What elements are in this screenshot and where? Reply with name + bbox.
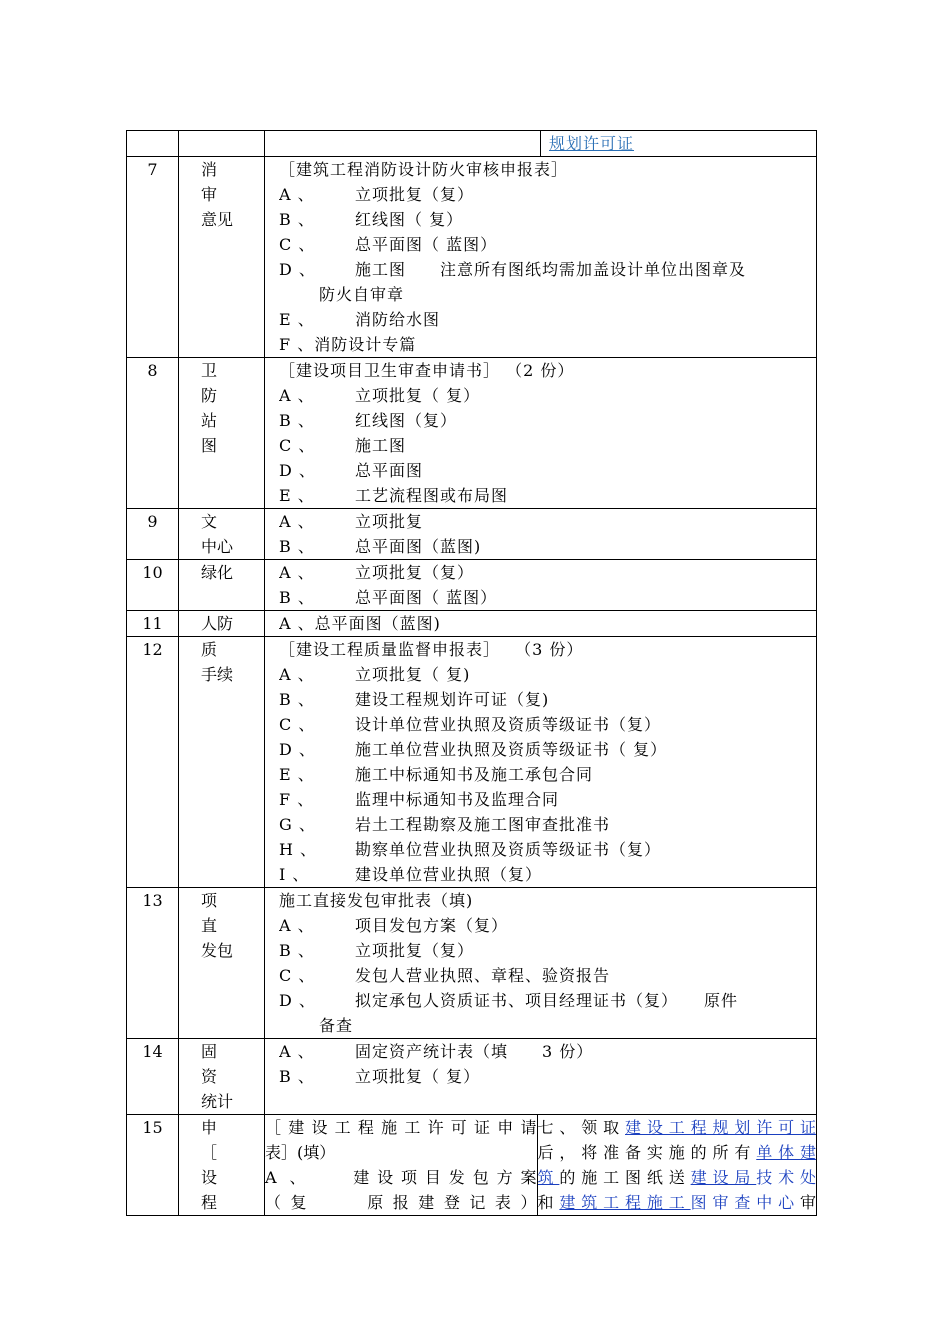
item-text: 消防给水图 bbox=[355, 310, 441, 329]
list-item bbox=[279, 963, 810, 988]
list-item bbox=[279, 1064, 810, 1089]
list-item bbox=[279, 762, 810, 787]
item-text: 项目发包方案（复） bbox=[355, 916, 509, 935]
row-number-cell: 15 bbox=[127, 1115, 179, 1216]
dept-label: 消 bbox=[201, 160, 218, 179]
dept-label: 统计 bbox=[201, 1092, 234, 1111]
list-item bbox=[279, 585, 810, 610]
list-item bbox=[279, 307, 810, 332]
list-item bbox=[279, 888, 810, 913]
item-text: 立项批复（复） bbox=[355, 563, 475, 582]
item-text: F 、消防设计专篇 bbox=[279, 335, 417, 354]
item-text: 立项批复（复） bbox=[355, 185, 475, 204]
item-text: 工艺流程图或布局图 bbox=[355, 486, 509, 505]
item-label: F 、 bbox=[279, 790, 315, 809]
dept-label: 设 bbox=[201, 1168, 218, 1187]
list-item bbox=[279, 913, 810, 938]
item-label: D 、 bbox=[279, 260, 316, 279]
item-text: 立项批复（ 复） bbox=[355, 1067, 481, 1086]
list-item bbox=[279, 862, 810, 887]
item-text: 勘察单位营业执照及资质等级证书（复） bbox=[355, 840, 662, 859]
dept-cell bbox=[179, 1039, 265, 1115]
list-item bbox=[279, 182, 810, 207]
table-row bbox=[127, 637, 817, 888]
list-item bbox=[279, 232, 810, 257]
item-label: B 、 bbox=[279, 588, 315, 607]
items-cell bbox=[265, 509, 817, 560]
dept-label: 程 bbox=[201, 1193, 218, 1212]
item-label: A 、 bbox=[279, 916, 315, 935]
single-building-link[interactable]: 单体建 bbox=[756, 1143, 816, 1162]
item-text: 岩土工程勘察及施工图审查批准书 bbox=[355, 815, 611, 834]
item-label: B 、 bbox=[279, 210, 315, 229]
dept-cell bbox=[179, 131, 265, 157]
document-table bbox=[126, 130, 817, 1216]
list-item bbox=[279, 433, 810, 458]
item-label: E 、 bbox=[279, 310, 315, 329]
row-number-cell: 7 bbox=[127, 157, 179, 358]
review-center-text: 图审查中心 bbox=[690, 1193, 800, 1212]
items-cell bbox=[265, 131, 541, 157]
dept-label: 固 bbox=[201, 1042, 218, 1061]
row-number-cell: 11 bbox=[127, 611, 179, 637]
list-item bbox=[279, 282, 810, 307]
dept-cell bbox=[179, 509, 265, 560]
list-item: A 、 建设项目发包方案 bbox=[265, 1168, 537, 1187]
note-line bbox=[538, 1190, 817, 1215]
row-number-cell: 9 bbox=[127, 509, 179, 560]
item-text: 建设单位营业执照（复） bbox=[355, 865, 543, 884]
tech-dept-text: 技术处 bbox=[756, 1168, 816, 1187]
dept-label: 站 bbox=[201, 411, 218, 430]
list-item bbox=[279, 637, 810, 662]
list-item bbox=[279, 207, 810, 232]
list-item bbox=[279, 988, 810, 1013]
dept-label: 中心 bbox=[201, 537, 234, 556]
item-text: 立项批复 bbox=[355, 512, 424, 531]
items-cell bbox=[265, 611, 817, 637]
planning-permit-link[interactable]: 规划许可证 bbox=[549, 134, 635, 153]
inner-table bbox=[265, 1115, 816, 1215]
list-item bbox=[279, 712, 810, 737]
dept-label: 发包 bbox=[201, 941, 234, 960]
item-label: A 、 bbox=[279, 665, 315, 684]
dept-label: 防 bbox=[201, 386, 218, 405]
step-seven-note bbox=[537, 1115, 816, 1215]
dept-cell bbox=[179, 560, 265, 611]
list-item bbox=[279, 332, 810, 357]
note-line bbox=[538, 1115, 817, 1140]
item-text: 立项批复（复） bbox=[355, 941, 475, 960]
table-row bbox=[127, 888, 817, 1039]
item-label: D 、 bbox=[279, 461, 316, 480]
item-text: 总平面图 bbox=[355, 461, 424, 480]
item-label: C 、 bbox=[279, 715, 316, 734]
table-row bbox=[127, 358, 817, 509]
item-label: B 、 bbox=[279, 411, 315, 430]
list-item bbox=[279, 1013, 810, 1038]
item-text: ［建筑工程消防设计防火审核申报表］ bbox=[279, 160, 569, 179]
dept-label: 人防 bbox=[201, 614, 234, 633]
item-label: A 、 bbox=[279, 512, 315, 531]
list-item bbox=[279, 611, 810, 636]
item-label: E 、 bbox=[279, 486, 315, 505]
note-text: 的施工图纸送 bbox=[559, 1168, 691, 1187]
table-row bbox=[127, 560, 817, 611]
dept-label: 意见 bbox=[201, 210, 234, 229]
dept-label: 项 bbox=[201, 891, 218, 910]
row-number-cell: 14 bbox=[127, 1039, 179, 1115]
top-note-cell bbox=[541, 131, 817, 157]
item-label: H 、 bbox=[279, 840, 318, 859]
item-label: I 、 bbox=[279, 865, 310, 884]
item-text: 立项批复（ 复） bbox=[355, 386, 481, 405]
list-item: 表］(填） bbox=[265, 1143, 336, 1162]
items-cell bbox=[265, 888, 817, 1039]
list-item bbox=[279, 938, 810, 963]
item-label: A 、 bbox=[279, 185, 315, 204]
item-text: 设计单位营业执照及资质等级证书（复） bbox=[355, 715, 662, 734]
table-row bbox=[127, 509, 817, 560]
permit-application-cell bbox=[265, 1115, 537, 1215]
list-item bbox=[279, 662, 810, 687]
note-line bbox=[538, 1140, 817, 1165]
list-item bbox=[279, 1039, 810, 1064]
list-item bbox=[279, 560, 810, 585]
dept-label: 手续 bbox=[201, 665, 234, 684]
item-text: 拟定承包人资质证书、项目经理证书（复） 原件 bbox=[355, 991, 739, 1010]
dept-label: 资 bbox=[201, 1067, 218, 1086]
dept-label: 卫 bbox=[201, 361, 218, 380]
list-item bbox=[279, 157, 810, 182]
dept-label: 质 bbox=[201, 640, 218, 659]
dept-label: 图 bbox=[201, 436, 218, 455]
item-text: 施工中标通知书及施工承包合同 bbox=[355, 765, 594, 784]
item-label: B 、 bbox=[279, 1067, 315, 1086]
dept-cell bbox=[179, 611, 265, 637]
item-text: 总平面图（蓝图) bbox=[355, 537, 482, 556]
table-row bbox=[127, 1039, 817, 1115]
list-item bbox=[279, 383, 810, 408]
item-text: 发包人营业执照、章程、验资报告 bbox=[355, 966, 611, 985]
list-item bbox=[279, 257, 810, 282]
construction-drawing-link[interactable]: 建筑工程施工 bbox=[559, 1193, 691, 1212]
item-label: C 、 bbox=[279, 966, 316, 985]
item-text: 施工图 注意所有图纸均需加盖设计单位出图章及 bbox=[355, 260, 747, 279]
construction-bureau-link[interactable]: 建设局 bbox=[690, 1168, 757, 1187]
item-text: 施工直接发包审批表（填) bbox=[279, 891, 474, 910]
item-text: 防火自审章 bbox=[319, 285, 405, 304]
dept-cell bbox=[179, 358, 265, 509]
row-number-cell bbox=[127, 131, 179, 157]
item-label: C 、 bbox=[279, 235, 316, 254]
item-text: 备查 bbox=[319, 1016, 354, 1035]
item-text: 总平面图（ 蓝图） bbox=[355, 235, 498, 254]
planning-permit-link[interactable]: 建设工程规划许可证 bbox=[625, 1118, 816, 1137]
list-item bbox=[279, 358, 810, 383]
row-number-cell: 10 bbox=[127, 560, 179, 611]
list-item: （复 原报建登记表） bbox=[265, 1193, 537, 1212]
note-text: 后，将准备实施的所有 bbox=[537, 1143, 757, 1162]
list-item bbox=[279, 787, 810, 812]
item-text: 施工图 bbox=[355, 436, 407, 455]
item-text: 红线图（ 复） bbox=[355, 210, 464, 229]
row-number-cell: 8 bbox=[127, 358, 179, 509]
item-text: 施工单位营业执照及资质等级证书（ 复） bbox=[355, 740, 668, 759]
item-label: B 、 bbox=[279, 941, 315, 960]
dept-label: 审 bbox=[201, 185, 218, 204]
items-cell bbox=[265, 560, 817, 611]
item-label: B 、 bbox=[279, 537, 315, 556]
item-text: 监理中标通知书及监理合同 bbox=[355, 790, 560, 809]
building-link[interactable]: 筑 bbox=[537, 1168, 560, 1187]
items-cell bbox=[265, 157, 817, 358]
list-item: ［建设工程施工许可证申请 bbox=[265, 1118, 537, 1137]
table-row bbox=[127, 157, 817, 358]
item-text: 总平面图（ 蓝图） bbox=[355, 588, 498, 607]
list-item bbox=[279, 408, 810, 433]
item-text: ［建设工程质量监督申报表］ （3 份） bbox=[279, 640, 584, 659]
list-item bbox=[279, 737, 810, 762]
item-label: C 、 bbox=[279, 436, 316, 455]
item-label: D 、 bbox=[279, 991, 316, 1010]
dept-label: ［ bbox=[201, 1143, 218, 1162]
item-text: 建设工程规划许可证（复) bbox=[355, 690, 550, 709]
item-label: A 、 bbox=[279, 386, 315, 405]
dept-label: 直 bbox=[201, 916, 218, 935]
table-row bbox=[127, 1115, 817, 1216]
item-text: 立项批复（ 复) bbox=[355, 665, 471, 684]
item-text: ［建设项目卫生审查申请书］ （2 份） bbox=[279, 361, 575, 380]
list-item bbox=[279, 534, 810, 559]
list-item bbox=[279, 687, 810, 712]
row-number-cell: 12 bbox=[127, 637, 179, 888]
list-item bbox=[279, 483, 810, 508]
note-line bbox=[538, 1165, 817, 1190]
items-cell bbox=[265, 1039, 817, 1115]
dept-cell bbox=[179, 888, 265, 1039]
list-item bbox=[279, 812, 810, 837]
item-label: A 、 bbox=[279, 1042, 315, 1061]
dept-label: 申 bbox=[201, 1118, 218, 1137]
item-text: 固定资产统计表（填 3 份） bbox=[355, 1042, 594, 1061]
item-label: G 、 bbox=[279, 815, 316, 834]
item-text: 红线图（复） bbox=[355, 411, 458, 430]
note-text: 审 bbox=[799, 1193, 816, 1212]
item-text: A 、总平面图（蓝图) bbox=[279, 614, 441, 633]
note-text: 和 bbox=[537, 1193, 560, 1212]
item-label: E 、 bbox=[279, 765, 315, 784]
dept-cell bbox=[179, 637, 265, 888]
dept-label: 绿化 bbox=[201, 563, 234, 582]
table-row bbox=[127, 611, 817, 637]
list-item bbox=[279, 509, 810, 534]
items-cell bbox=[265, 358, 817, 509]
dept-label: 文 bbox=[201, 512, 218, 531]
row-number-cell: 13 bbox=[127, 888, 179, 1039]
dept-cell bbox=[179, 1115, 265, 1216]
split-cell bbox=[265, 1115, 817, 1216]
items-cell bbox=[265, 637, 817, 888]
table-row bbox=[127, 131, 817, 157]
dept-cell bbox=[179, 157, 265, 358]
item-label: D 、 bbox=[279, 740, 316, 759]
item-label: A 、 bbox=[279, 563, 315, 582]
note-text: 七、领取 bbox=[537, 1118, 625, 1137]
list-item bbox=[279, 458, 810, 483]
list-item bbox=[279, 837, 810, 862]
item-label: B 、 bbox=[279, 690, 315, 709]
